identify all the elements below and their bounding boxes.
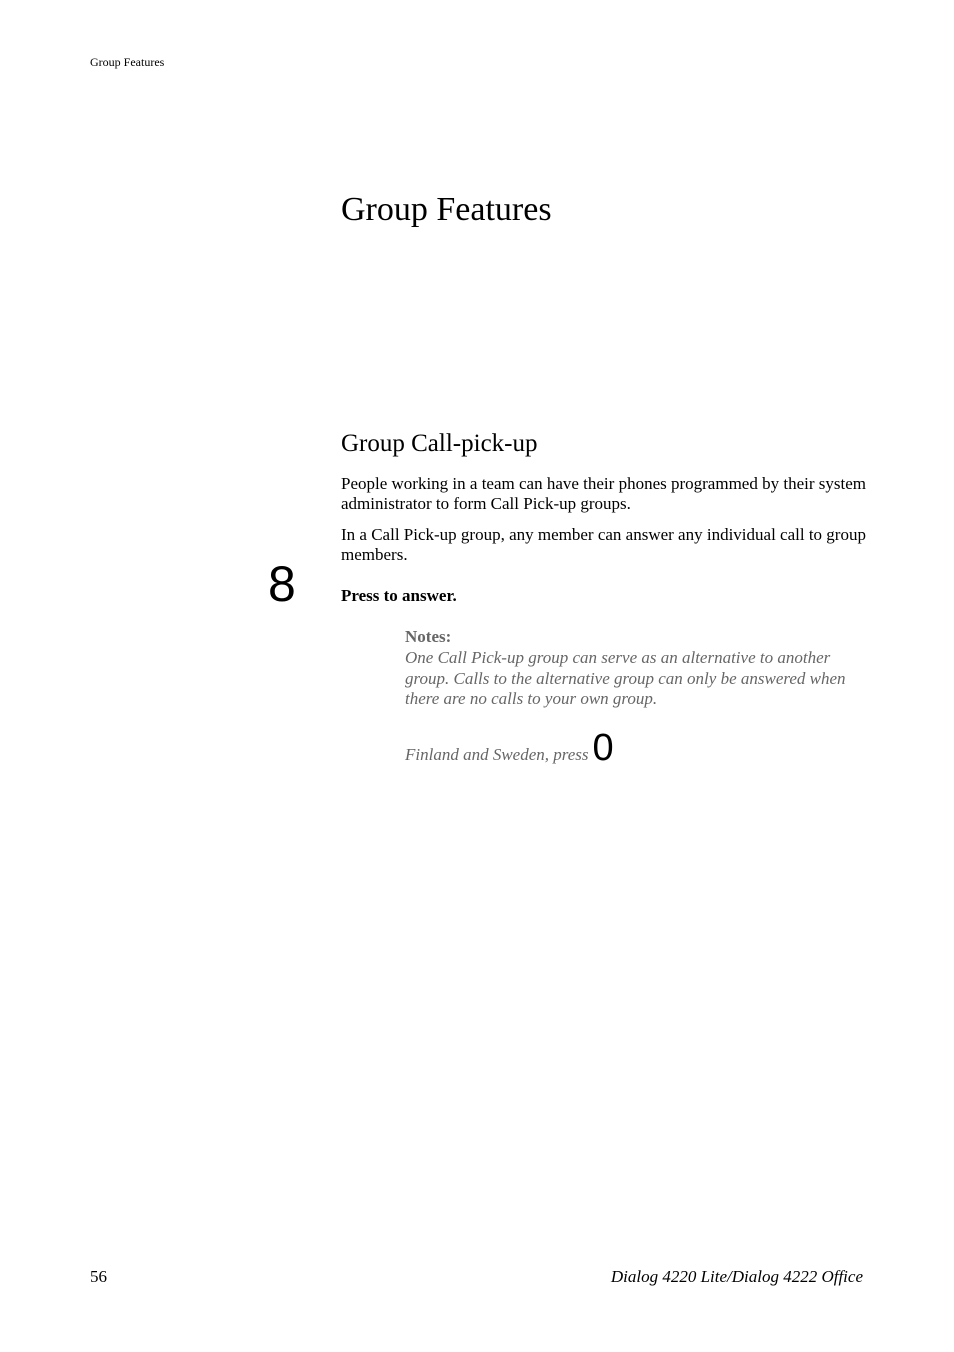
notes-body: One Call Pick-up group can serve as an alternative to another group. Calls to the alternative group can only be answered when there are no calls to your own group. <box>405 648 846 708</box>
running-header: Group Features <box>90 55 165 69</box>
page-number: 56 <box>90 1267 107 1286</box>
region-note <box>405 727 614 770</box>
key-0-icon: 0 <box>592 727 614 769</box>
notes-label: Notes: <box>405 627 452 646</box>
paragraph-intro: People working in a team can have their phones programmed by their system administrator to form Call Pick-up groups. <box>341 474 866 513</box>
paragraph-group-description: In a Call Pick-up group, any member can answer any individual call to group members. <box>341 525 866 564</box>
region-note-text: Finland and Sweden, press <box>405 745 589 764</box>
section-title: Group Call-pick-up <box>341 430 538 457</box>
page-title: Group Features <box>341 191 552 228</box>
key-8-icon: 8 <box>268 556 296 612</box>
step-instruction: Press to answer. <box>341 586 457 605</box>
document-title: Dialog 4220 Lite/Dialog 4222 Office <box>610 1267 863 1286</box>
